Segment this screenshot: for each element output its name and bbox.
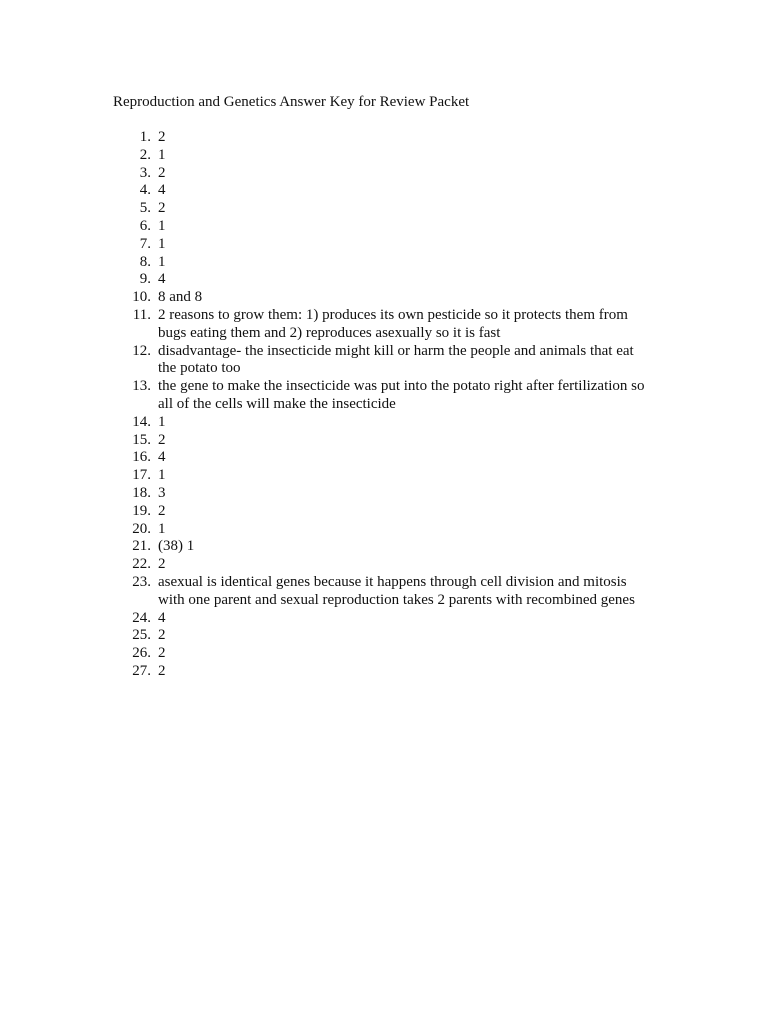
item-number: 21. — [132, 538, 151, 555]
item-answer: asexual is identical genes because it happens through cell division and mitosis with one parent and sexual reproduction takes 2 parents with recombined genes — [158, 573, 635, 608]
item-number: 20. — [132, 520, 151, 537]
answer-list — [113, 129, 653, 681]
list-item — [113, 467, 653, 485]
item-answer: 1 — [158, 146, 166, 163]
list-item — [113, 378, 653, 414]
list-item — [113, 503, 653, 521]
item-number: 23. — [132, 573, 151, 590]
item-number: 4. — [139, 182, 151, 199]
item-answer: 2 — [158, 129, 166, 145]
list-item — [113, 610, 653, 628]
list-item — [113, 218, 653, 236]
list-item — [113, 147, 653, 165]
item-answer: 3 — [158, 484, 166, 501]
item-answer: 1 — [158, 413, 166, 430]
item-number: 3. — [139, 164, 151, 181]
list-item — [113, 432, 653, 450]
document-title: Reproduction and Genetics Answer Key for Review Packet — [113, 94, 470, 110]
item-number: 16. — [132, 449, 151, 466]
item-answer: 2 — [158, 502, 166, 519]
item-number: 15. — [132, 431, 151, 448]
item-answer: 2 reasons to grow them: 1) produces its own pesticide so it protects them from bugs eating them and 2) reproduces asexually so it is fast — [158, 306, 628, 341]
item-number: 1. — [139, 129, 151, 145]
item-answer: 1 — [158, 217, 166, 234]
item-answer: 8 and 8 — [158, 289, 203, 306]
item-number: 8. — [139, 253, 151, 270]
item-number: 12. — [132, 342, 151, 359]
item-answer: 1 — [158, 235, 166, 252]
item-number: 14. — [132, 413, 151, 430]
list-item — [113, 343, 653, 379]
item-answer: the gene to make the insecticide was put into the potato right after fertilization so all of the cells will make the insecticide — [158, 378, 645, 412]
list-item — [113, 538, 653, 556]
item-number: 11. — [132, 306, 151, 323]
item-number: 10. — [132, 289, 151, 306]
item-answer: 1 — [158, 253, 166, 270]
item-number: 13. — [132, 378, 151, 395]
list-item — [113, 165, 653, 183]
list-item — [113, 129, 653, 147]
item-number: 9. — [139, 271, 151, 288]
item-answer: 2 — [158, 431, 166, 448]
item-answer: 1 — [158, 467, 166, 484]
item-answer: 2 — [158, 200, 166, 217]
list-item — [113, 254, 653, 272]
list-item — [113, 414, 653, 432]
item-number: 5. — [139, 200, 151, 217]
item-answer: 4 — [158, 182, 166, 199]
item-answer: (38) 1 — [158, 538, 195, 555]
item-number: 17. — [132, 467, 151, 484]
list-item — [113, 236, 653, 254]
item-answer: disadvantage- the insecticide might kill or harm the people and animals that eat the potato too — [158, 342, 634, 377]
item-answer: 2 — [158, 164, 166, 181]
item-answer: 2 — [158, 627, 166, 644]
item-answer: 2 — [158, 556, 166, 573]
item-number: 18. — [132, 484, 151, 501]
item-number: 2. — [139, 146, 151, 163]
item-number: 27. — [132, 662, 151, 679]
item-number: 26. — [132, 645, 151, 662]
item-answer: 4 — [158, 449, 166, 466]
list-item — [113, 645, 653, 663]
item-answer: 4 — [158, 271, 166, 288]
list-item — [113, 182, 653, 200]
item-answer: 2 — [158, 662, 166, 679]
item-number: 25. — [132, 627, 151, 644]
list-item — [113, 200, 653, 218]
item-number: 7. — [139, 235, 151, 252]
list-item — [113, 271, 653, 289]
item-answer: 4 — [158, 609, 166, 626]
list-item — [113, 627, 653, 645]
list-item — [113, 521, 653, 539]
item-number: 24. — [132, 609, 151, 626]
list-item — [113, 556, 653, 574]
item-number: 22. — [132, 556, 151, 573]
list-item — [113, 307, 653, 343]
list-item — [113, 574, 653, 610]
item-answer: 2 — [158, 645, 166, 662]
item-number: 19. — [132, 502, 151, 519]
item-answer: 1 — [158, 520, 166, 537]
item-number: 6. — [139, 217, 151, 234]
list-item — [113, 289, 653, 307]
list-item — [113, 663, 653, 681]
list-item — [113, 485, 653, 503]
list-item — [113, 449, 653, 467]
